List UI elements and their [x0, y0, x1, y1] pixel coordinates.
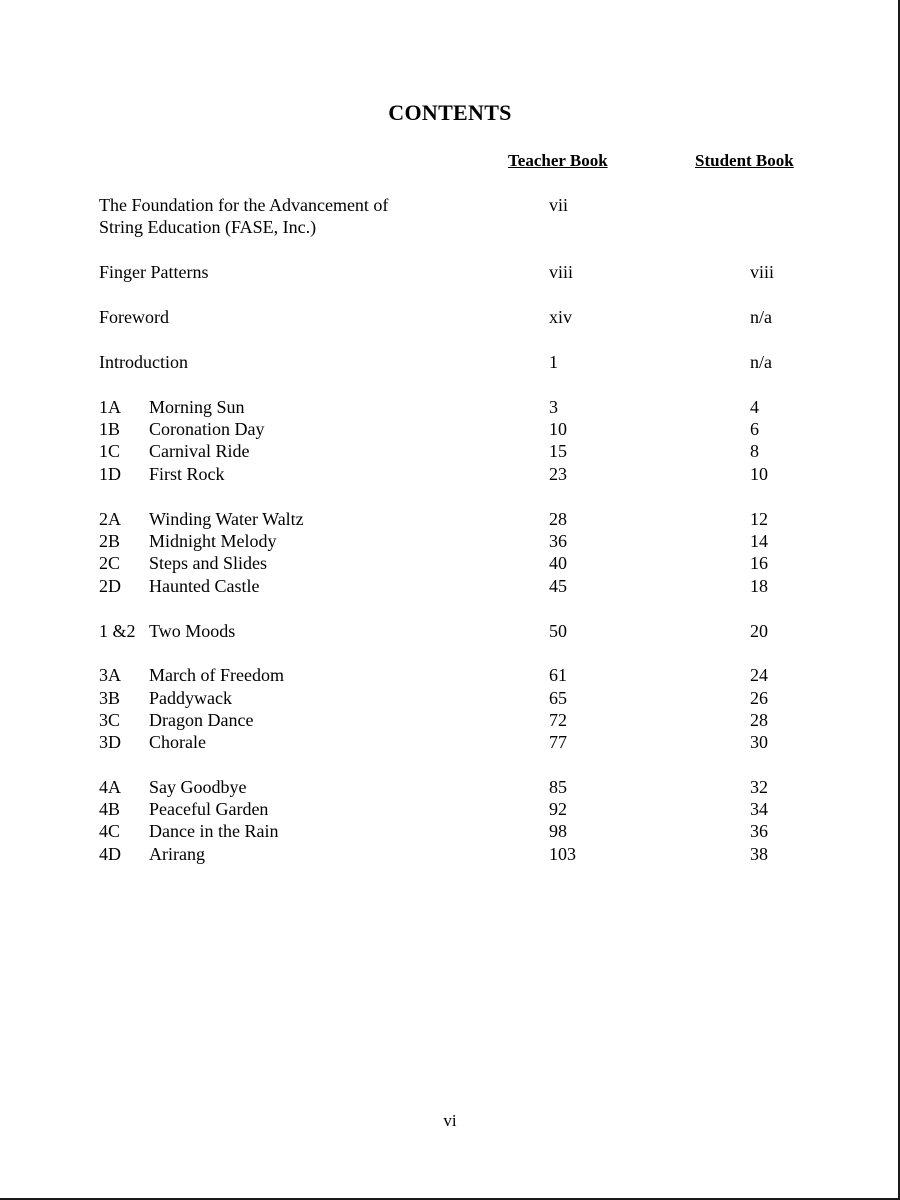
unit-title: Dragon Dance	[149, 710, 254, 730]
unit-title: First Rock	[149, 464, 225, 484]
teacher-page-number: viii	[549, 262, 574, 282]
unit-title: March of Freedom	[149, 665, 284, 685]
unit-title: Morning Sun	[149, 397, 245, 417]
toc-unit-row	[0, 530, 900, 553]
toc-entry-title: Finger Patterns	[99, 262, 209, 282]
toc-entry-introduction	[0, 351, 900, 374]
unit-title: Steps and Slides	[149, 553, 268, 573]
unit-title: Coronation Day	[149, 419, 265, 439]
toc-entry-title-continued: String Education (FASE, Inc.)	[99, 217, 317, 238]
teacher-page-number: 45	[549, 576, 567, 596]
toc-unit-row	[0, 709, 900, 732]
unit-code: 3A	[99, 665, 121, 685]
student-page-number: n/a	[750, 307, 772, 327]
unit-code: 3D	[99, 732, 121, 752]
toc-unit-row	[0, 731, 900, 754]
teacher-page-number: 10	[549, 419, 567, 439]
unit-title: Two Moods	[149, 621, 236, 641]
student-page-number: 38	[750, 844, 768, 864]
teacher-page-number: 36	[549, 531, 567, 551]
unit-code: 3C	[99, 710, 121, 730]
teacher-page-number: xiv	[549, 307, 573, 327]
teacher-page-number: 85	[549, 777, 567, 797]
toc-unit-row	[0, 687, 900, 710]
unit-title: Paddywack	[149, 688, 232, 708]
teacher-page-number: vii	[549, 195, 569, 215]
toc-unit-row	[0, 820, 900, 843]
student-page-number: 32	[750, 777, 768, 797]
toc-entry-title: The Foundation for the Advancement of	[99, 195, 389, 215]
page-title: CONTENTS	[388, 100, 512, 125]
unit-code: 4B	[99, 799, 121, 819]
student-page-number: 34	[750, 799, 768, 819]
toc-unit-row	[0, 776, 900, 799]
unit-title: Haunted Castle	[149, 576, 260, 596]
teacher-page-number: 40	[549, 553, 567, 573]
unit-code: 2B	[99, 531, 121, 551]
teacher-page-number: 77	[549, 732, 567, 752]
toc-unit-row	[0, 620, 900, 643]
student-page-number: 12	[750, 509, 768, 529]
teacher-page-number: 23	[549, 464, 567, 484]
unit-title: Arirang	[149, 844, 205, 864]
toc-entry-finger-patterns	[0, 261, 900, 284]
unit-title: Midnight Melody	[149, 531, 277, 551]
toc-entry-foreword	[0, 306, 900, 329]
unit-code: 1D	[99, 464, 121, 484]
student-page-number: 10	[750, 464, 768, 484]
unit-code: 1 &2	[99, 621, 136, 641]
unit-code: 3B	[99, 688, 121, 708]
unit-code: 2D	[99, 576, 121, 596]
unit-code: 4A	[99, 777, 121, 797]
teacher-page-number: 50	[549, 621, 567, 641]
student-book-column-header: Student Book	[695, 151, 794, 170]
teacher-page-number: 98	[549, 821, 567, 841]
student-page-number: 4	[750, 397, 759, 417]
student-page-number: n/a	[750, 352, 772, 372]
toc-unit-row	[0, 396, 900, 419]
unit-title: Chorale	[149, 732, 206, 752]
unit-title: Dance in the Rain	[149, 821, 279, 841]
student-page-number: 30	[750, 732, 768, 752]
teacher-page-number: 61	[549, 665, 567, 685]
student-page-number: 14	[750, 531, 768, 551]
unit-code: 2A	[99, 509, 121, 529]
unit-code: 4D	[99, 844, 121, 864]
toc-unit-row	[0, 463, 900, 486]
toc-unit-row	[0, 664, 900, 687]
student-page-number: 26	[750, 688, 768, 708]
toc-unit-row	[0, 843, 900, 866]
student-page-number: 6	[750, 419, 759, 439]
teacher-page-number: 28	[549, 509, 567, 529]
toc-unit-row	[0, 440, 900, 463]
toc-unit-row	[0, 798, 900, 821]
toc-entry-title: Introduction	[99, 352, 188, 372]
student-page-number: 8	[750, 441, 759, 461]
teacher-page-number: 15	[549, 441, 567, 461]
unit-title: Say Goodbye	[149, 777, 247, 797]
teacher-page-number: 103	[549, 844, 576, 864]
toc-unit-row	[0, 418, 900, 441]
teacher-book-column-header: Teacher Book	[508, 151, 608, 170]
toc-entry-fase-pages	[0, 194, 900, 217]
student-page-number: 20	[750, 621, 768, 641]
unit-code: 4C	[99, 821, 121, 841]
unit-code: 1A	[99, 397, 121, 417]
unit-title: Carnival Ride	[149, 441, 250, 461]
student-page-number: 36	[750, 821, 768, 841]
teacher-page-number: 65	[549, 688, 567, 708]
toc-unit-row	[0, 575, 900, 598]
teacher-page-number: 72	[549, 710, 567, 730]
teacher-page-number: 3	[549, 397, 558, 417]
teacher-page-number: 92	[549, 799, 567, 819]
student-page-number: 16	[750, 553, 768, 573]
student-page-number: 18	[750, 576, 768, 596]
toc-entry-title: Foreword	[99, 307, 169, 327]
page-number: vi	[443, 1111, 457, 1130]
unit-code: 1C	[99, 441, 121, 461]
student-page-number: 24	[750, 665, 768, 685]
teacher-page-number: 1	[549, 352, 558, 372]
student-page-number: viii	[750, 262, 775, 282]
toc-unit-row	[0, 508, 900, 531]
unit-code: 2C	[99, 553, 121, 573]
student-page-number: 28	[750, 710, 768, 730]
toc-unit-row	[0, 552, 900, 575]
unit-title: Winding Water Waltz	[149, 509, 304, 529]
unit-title: Peaceful Garden	[149, 799, 269, 819]
unit-code: 1B	[99, 419, 121, 439]
